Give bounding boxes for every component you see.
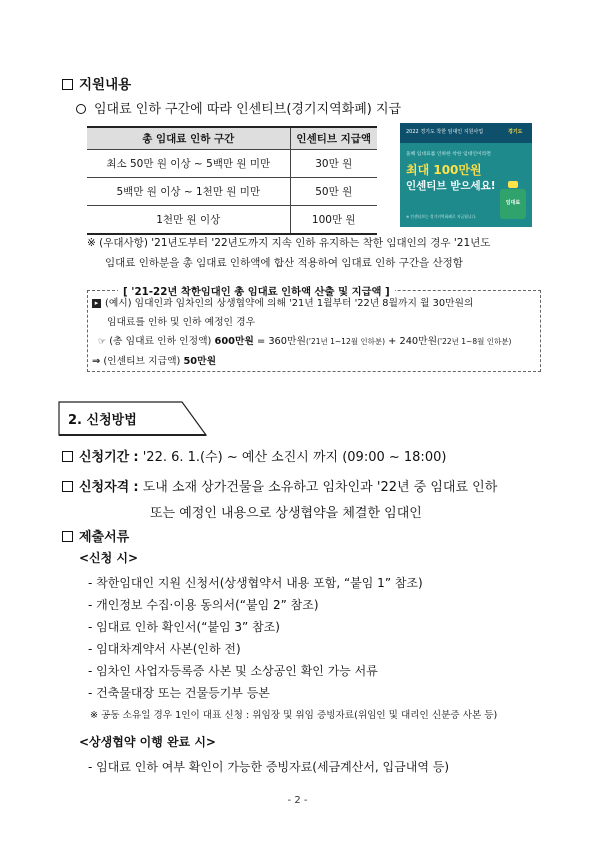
banner-top-text: 2022 경기도 착한 임대인 지원사업 xyxy=(406,129,484,135)
table-cell: 100만 원 xyxy=(290,206,377,235)
checkbox-square-icon xyxy=(62,79,73,90)
after-subheading: <상생협약 이행 완료 시> xyxy=(79,735,216,749)
section-2-title-text: 신청방법 xyxy=(86,413,137,428)
table-cell: 50만 원 xyxy=(290,178,377,206)
result-line xyxy=(92,352,532,371)
table-row xyxy=(87,178,377,206)
documents-heading-text: 제출서류 xyxy=(79,530,130,545)
qualification xyxy=(62,476,552,521)
result-value: 50만원 xyxy=(183,356,217,367)
section-2-header xyxy=(58,401,208,441)
result-arrow-icon: ⇒ xyxy=(92,356,101,367)
formula-label: (총 임대료 인하 인정액) xyxy=(109,336,212,347)
table-row xyxy=(87,206,377,235)
section-2-title xyxy=(68,409,137,428)
joint-ownership-note: ※ 공동 소유일 경우 1인이 대표 신청 : 위임장 및 위임 증빙자료(위임인 및 대리인 신분증 사본 등) xyxy=(90,710,498,721)
banner-brand: 경기도 xyxy=(508,129,523,135)
table-cell: 1천만 원 이상 xyxy=(87,206,290,235)
list-item: - 건축물대장 또는 건물등기부 등본 xyxy=(88,686,270,700)
support-heading xyxy=(62,73,131,93)
banner-box-label: 임대료 xyxy=(505,200,521,206)
banner-sub-text: 올해 임대료를 인하한 착한 임대인이라면 xyxy=(406,152,491,157)
calculation-content xyxy=(92,294,532,371)
checkbox-square-icon xyxy=(62,531,73,542)
checkbox-square-icon xyxy=(62,481,73,492)
list-item: - 착한임대인 지원 신청서(상생협약서 내용 포함, “붙임 1” 참조) xyxy=(88,576,423,590)
period-value: '22. 6. 1.(수) ~ 예산 소진시 까지 (09:00 ~ 18:00) xyxy=(142,450,447,465)
circle-bullet-icon xyxy=(76,104,86,114)
table-cell: 5백만 원 이상 ~ 1천만 원 미만 xyxy=(87,178,290,206)
qualification-line-1-text: 도내 소재 상가건물을 소유하고 임차인과 '22년 중 임대료 인하 xyxy=(142,480,498,495)
table-cell: 최소 50만 원 이상 ~ 5백만 원 미만 xyxy=(87,150,290,178)
table-header-cell: 인센티브 지급액 xyxy=(290,127,377,150)
formula-part-2: + 240만원 xyxy=(385,336,438,347)
preference-note-line-1 xyxy=(87,233,547,253)
apply-subheading: <신청 시> xyxy=(79,551,139,565)
formula-part-2-note: ('22년 1~8월 인하분) xyxy=(437,337,512,346)
application-period xyxy=(62,446,446,465)
section-2-number: 2. xyxy=(68,413,82,428)
page-number: - 2 - xyxy=(287,795,308,806)
documents-heading xyxy=(62,526,129,545)
apply-docs-list xyxy=(88,572,423,704)
example-line-1-text: (예시) 임대인과 임차인의 상생협약에 의해 '21년 1월부터 '22년 8월까지 월 30만원의 xyxy=(105,298,474,309)
period-label: 신청기간 xyxy=(79,450,130,465)
formula-line xyxy=(92,332,532,352)
table-row xyxy=(87,150,377,178)
table-header-row xyxy=(87,127,377,150)
preference-note xyxy=(87,233,547,273)
support-heading-text: 지원내용 xyxy=(79,77,132,93)
example-line-2: 임대료를 인하 및 인하 예정인 경우 xyxy=(107,317,256,328)
banner-footer-text: ※ 인센티브는 경기지역화폐로 지급됩니다. xyxy=(406,214,477,219)
formula-total: 600만원 xyxy=(214,336,254,347)
table-cell: 30만 원 xyxy=(290,150,377,178)
banner-headline-1: 최대 100만원 xyxy=(406,163,482,177)
preference-note-line-2: 임대료 인하분을 총 임대료 인하액에 합산 적용하여 임대료 인하 구간을 산정함 xyxy=(105,257,463,269)
example-line-1 xyxy=(92,294,532,313)
banner-box-graphic xyxy=(500,189,526,219)
result-label: (인센티브 지급액) xyxy=(103,356,181,367)
list-item: - 개인정보 수집·이용 동의서(“붙임 2” 참조) xyxy=(88,598,319,612)
note-line-1-text: (우대사항) '21년도부터 '22년도까지 지속 인하 유지하는 착한 임대인의 경우 '21년도 xyxy=(99,237,491,249)
qualification-colon: : xyxy=(133,480,139,495)
note-mark: ※ xyxy=(87,237,96,249)
promo-banner xyxy=(400,123,532,227)
qualification-label: 신청자격 xyxy=(79,480,130,495)
arrow-box-icon: ▸ xyxy=(92,299,101,308)
formula-part-1: = 360만원 xyxy=(253,336,306,347)
list-item: - 임차인 사업자등록증 사본 및 소상공인 확인 가능 서류 xyxy=(88,664,378,678)
list-item: - 임대료 인하 확인서(“붙임 3” 참조) xyxy=(88,620,280,634)
list-item: - 임대차계약서 사본(인하 전) xyxy=(88,642,241,656)
banner-coin-icon xyxy=(508,181,518,188)
after-docs-list xyxy=(88,756,449,778)
qualification-line-1 xyxy=(62,476,552,495)
pointing-hand-icon: ☞ xyxy=(98,337,107,347)
calculation-title: [ '21-22년 착한임대인 총 임대료 인하액 산출 및 지급액 ] xyxy=(118,283,395,298)
incentive-table xyxy=(87,126,377,235)
checkbox-square-icon xyxy=(62,451,73,462)
support-subitem xyxy=(76,98,401,117)
list-item: - 임대료 인하 여부 확인이 가능한 증빙자료(세금계산서, 입금내역 등) xyxy=(88,760,450,774)
table-header-cell: 총 임대료 인하 구간 xyxy=(87,127,290,150)
support-subitem-text: 임대료 인하 구간에 따라 인센티브(경기지역화폐) 지급 xyxy=(94,102,402,117)
period-colon: : xyxy=(133,450,139,465)
qualification-line-2: 또는 예정인 내용으로 상생협약을 체결한 임대인 xyxy=(150,506,422,521)
banner-headline-2: 인센티브 받으세요! xyxy=(406,180,496,192)
formula-part-1-note: ('21년 1~12월 인하분) xyxy=(305,337,386,346)
